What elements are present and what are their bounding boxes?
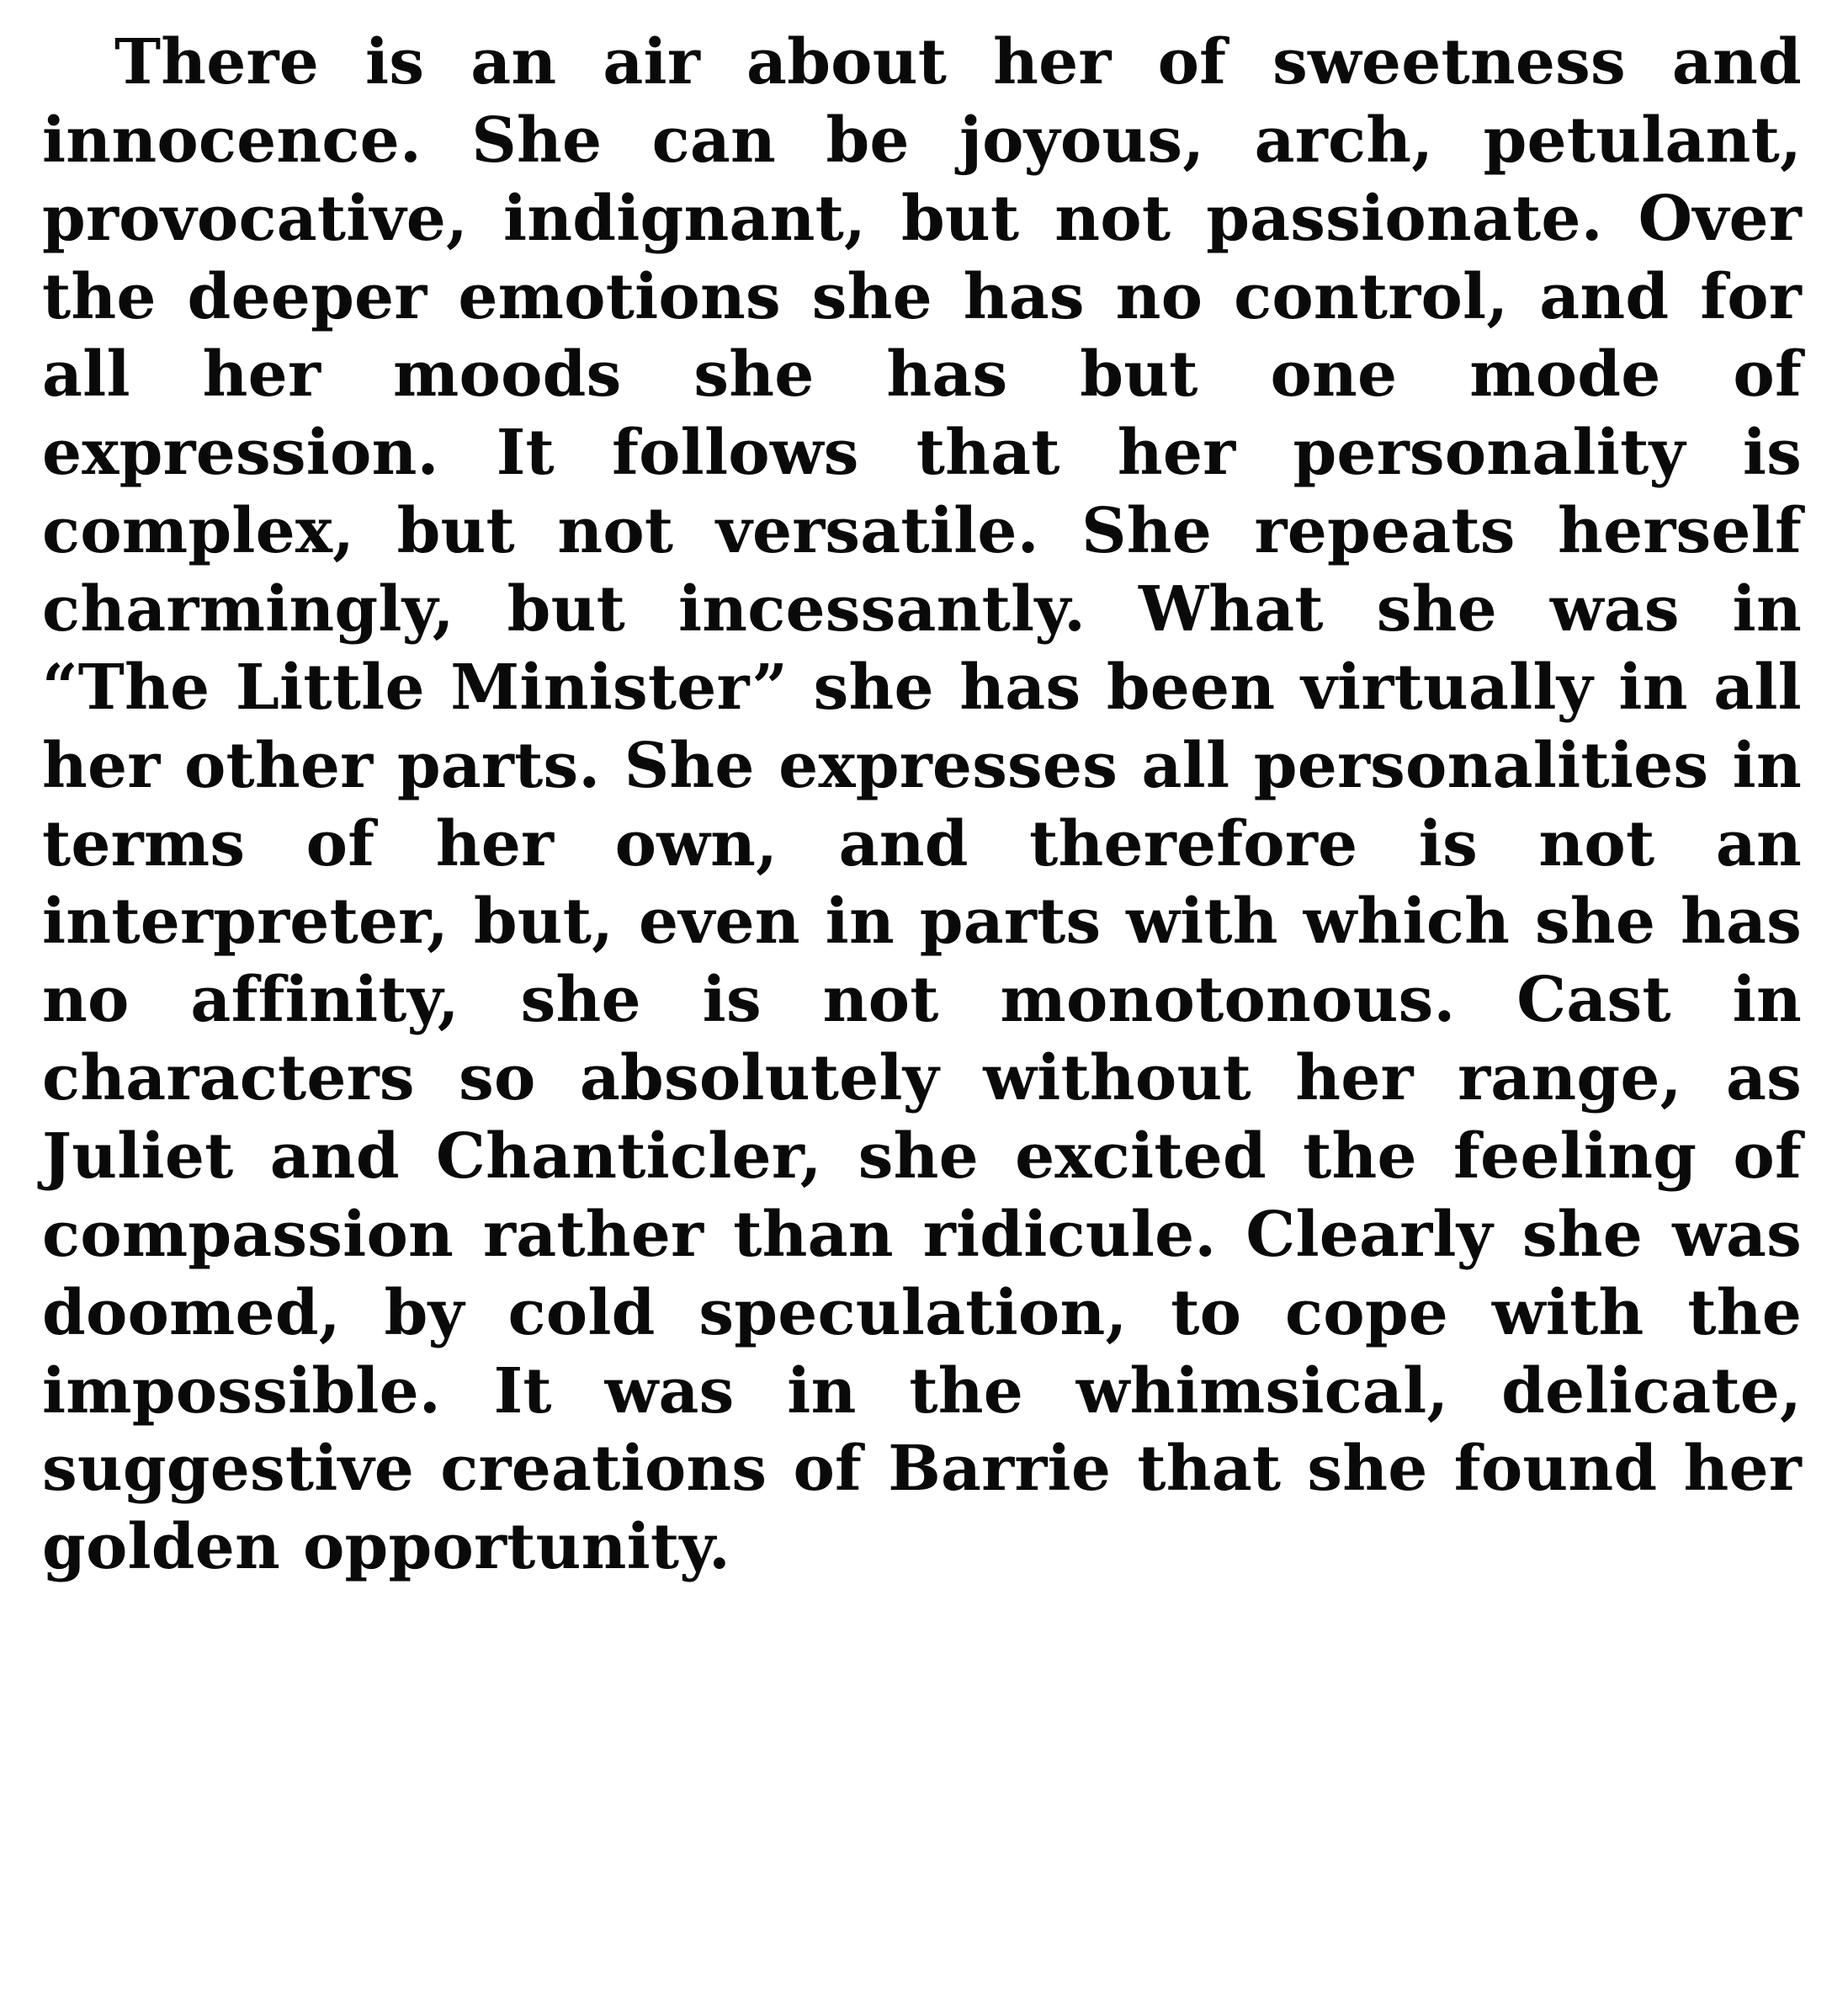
body-paragraph: There is an air about her of sweetness and innocence. She can be joyous, arch, petulant, provocative, indignant, but not passionate. Over the deeper emotions she has no control, and for all her moods she has but one mode of expression. It follows that her personality is complex, but not versatile. She repeats herself charmingly, but incessantly. What she was in “The Little Minister” she has been virtually in all her other parts. She expresses all personalities in terms of her own, and therefore is not an interpreter, but, even in parts with which she has no affinity, she is not monotonous. Cast in characters so absolutely without her range, as Juliet and Chanticler, she excited the feeling of compassion rather than ridicule. Clearly she was doomed, by cold speculation, to cope with the impossible. It was in the whimsical, delicate, suggestive creations of Barrie that she found her golden opportunity. (42, 26, 1802, 1584)
